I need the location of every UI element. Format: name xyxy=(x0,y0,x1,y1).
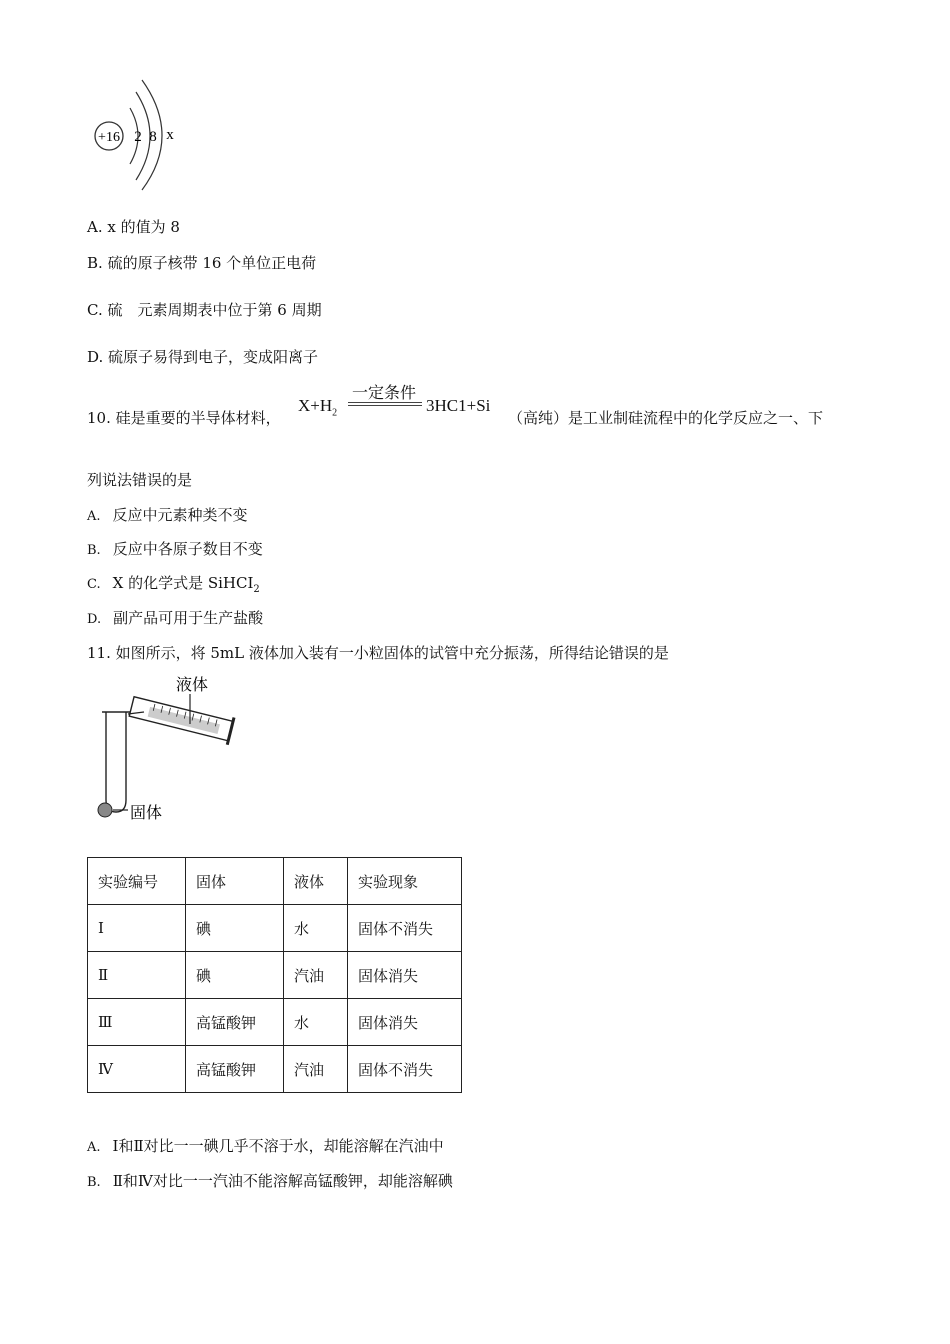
q10-option-d: D. 副产品可用于生产盐酸 xyxy=(87,609,264,627)
table-cell: Ⅲ xyxy=(88,999,186,1046)
table-cell: 汽油 xyxy=(284,952,348,999)
shell-1-electrons: 2 xyxy=(134,129,142,145)
table-cell: 水 xyxy=(284,905,348,952)
equation-condition: 一定条件 xyxy=(351,383,416,402)
table-cell: 碘 xyxy=(186,905,284,952)
table-cell: Ⅳ xyxy=(88,1046,186,1093)
q11-option-a: A. Ⅰ和Ⅱ对比一一碘几乎不溶于水，却能溶解在汽油中 xyxy=(87,1137,444,1155)
q10-option-a: A. 反应中元素种类不变 xyxy=(87,506,248,524)
q10-stem-part2: （高纯）是工业制硅流程中的化学反应之一、下 xyxy=(508,409,824,427)
table-row xyxy=(88,1046,462,1093)
solid-label: 固体 xyxy=(130,803,163,822)
table-row xyxy=(88,905,462,952)
table-cell: 固体不消失 xyxy=(348,1046,462,1093)
q10-stem-part1: 10. 硅是重要的半导体材料， xyxy=(87,409,281,427)
table-cell: 固体消失 xyxy=(348,999,462,1046)
table-header-row xyxy=(88,858,462,905)
table-cell: 高锰酸钾 xyxy=(186,999,284,1046)
test-tube-figure xyxy=(86,672,246,830)
table-cell: 高锰酸钾 xyxy=(186,1046,284,1093)
atom-structure-diagram xyxy=(86,78,196,194)
equation-line-bottom xyxy=(348,405,422,406)
test-tube xyxy=(106,712,126,812)
q10-option-b: B. 反应中各原子数目不变 xyxy=(87,540,263,558)
graduated-cylinder xyxy=(128,693,234,745)
experiment-table xyxy=(87,857,462,1093)
table-cell: 固体消失 xyxy=(348,952,462,999)
shell-3-electrons: x xyxy=(166,127,174,143)
table-cell: 汽油 xyxy=(284,1046,348,1093)
table-header-cell: 固体 xyxy=(186,858,284,905)
q11-stem: 11. 如图所示，将 5mL 液体加入装有一小粒固体的试管中充分振荡，所得结论错误的是 xyxy=(87,644,669,662)
liquid-label: 液体 xyxy=(176,675,209,694)
solid-particle xyxy=(98,803,112,817)
q11-option-b: B. Ⅱ和Ⅳ对比一一汽油不能溶解高锰酸钾，却能溶解碘 xyxy=(87,1172,453,1190)
table-row xyxy=(88,952,462,999)
q9-option-c: C. 硫 元素周期表中位于第 6 周期 xyxy=(87,301,322,319)
table-cell: Ⅱ xyxy=(88,952,186,999)
table-header-cell: 实验编号 xyxy=(88,858,186,905)
nucleus-charge: +16 xyxy=(98,130,120,145)
table-header-cell: 液体 xyxy=(284,858,348,905)
table-cell: 碘 xyxy=(186,952,284,999)
q9-option-d: D. 硫原子易得到电子，变成阳离子 xyxy=(87,348,319,366)
table-cell: 水 xyxy=(284,999,348,1046)
q10-stem-line2: 列说法错误的是 xyxy=(87,471,193,489)
equation-reactants: $X+H_2$ xyxy=(298,396,338,419)
q9-option-a: A. x 的值为 8 xyxy=(87,218,180,236)
table-header-cell: 实验现象 xyxy=(348,858,462,905)
equation-line-top xyxy=(348,402,422,403)
table-row xyxy=(88,999,462,1046)
table-cell: Ⅰ xyxy=(88,905,186,952)
q10-option-c: C. X 的化学式是 SiHCI$_2$ xyxy=(87,574,260,595)
table-cell: 固体不消失 xyxy=(348,905,462,952)
equation-products: 3HC1+Si xyxy=(426,396,491,415)
q9-option-b: B. 硫的原子核带 16 个单位正电荷 xyxy=(87,254,317,272)
shell-2-electrons: 8 xyxy=(149,129,157,145)
cylinder-base xyxy=(227,718,234,745)
